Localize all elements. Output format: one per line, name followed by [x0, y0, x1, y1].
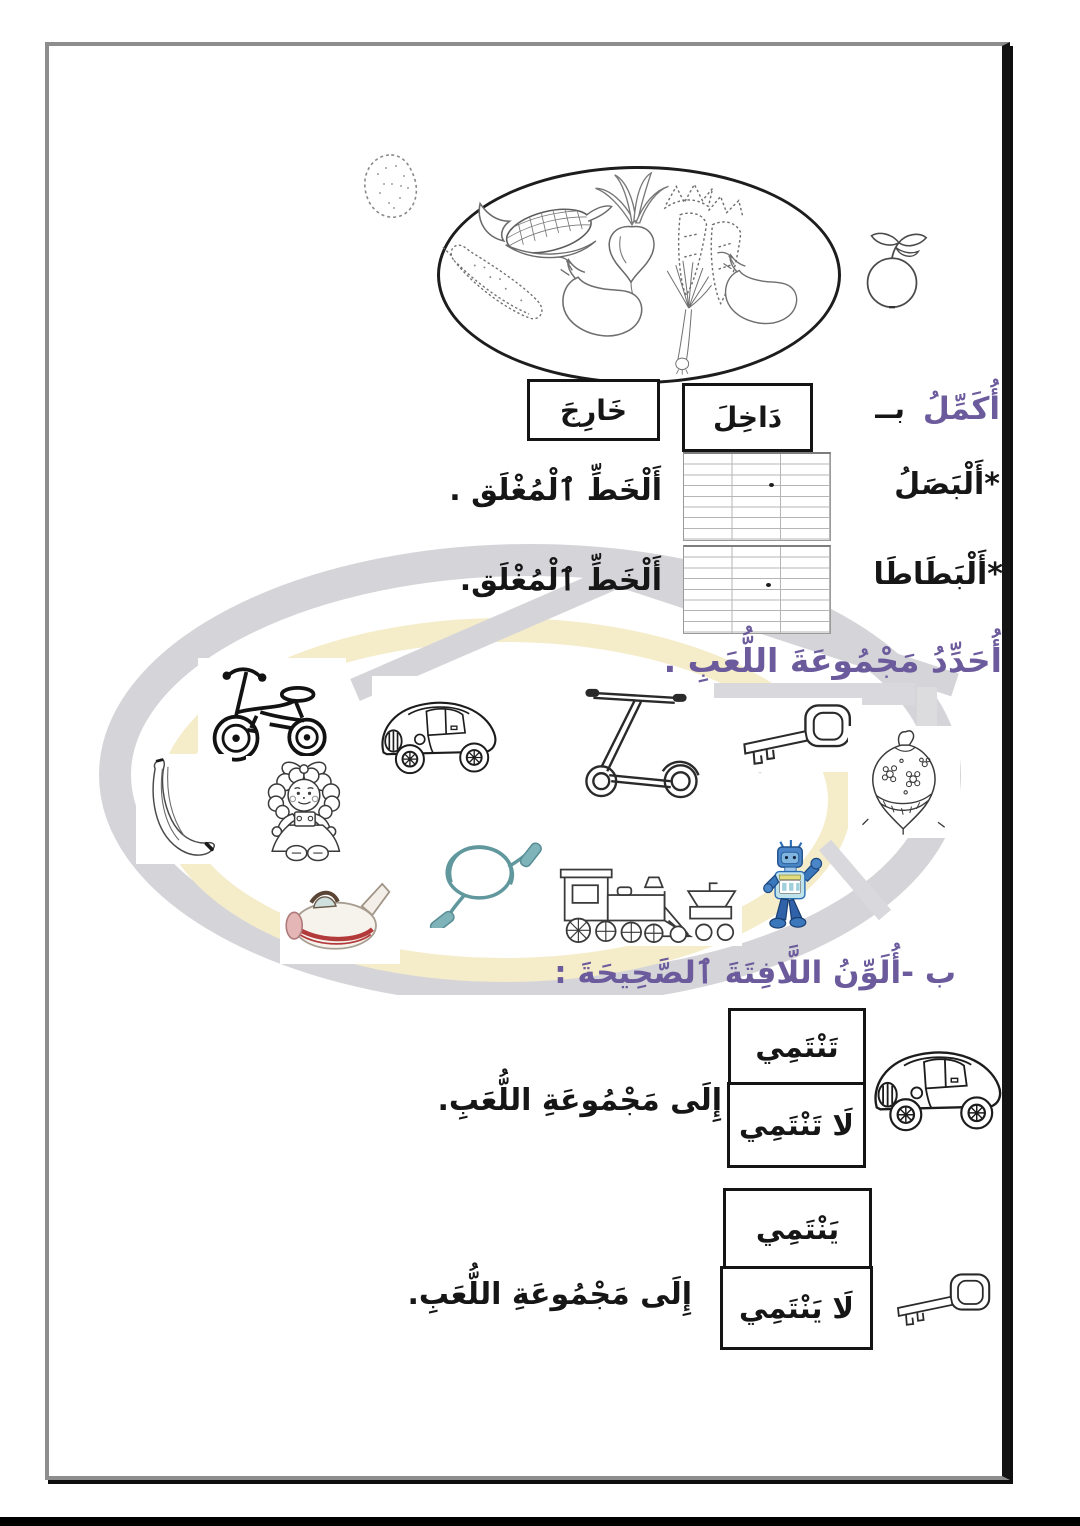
key-drawing[interactable] [710, 698, 862, 772]
option-box-inside[interactable]: دَاخِلَ [682, 383, 813, 452]
option-box-outside[interactable]: خَارِجَ [527, 379, 660, 441]
answer-grid-onion[interactable] [683, 452, 831, 541]
sign-box-not-belongs-key[interactable]: لَا يَنْتَمِي [720, 1266, 873, 1350]
doll-drawing[interactable] [246, 756, 374, 868]
prompt-word: أُكَمِّلُ [922, 391, 1000, 427]
robot-drawing[interactable] [746, 840, 834, 932]
prompt-preposition: بــ [875, 392, 905, 426]
sentence-key: إِلَى مَجْمُوعَةِ اللُّعَبِ. [407, 1277, 692, 1312]
key-drawing [874, 1262, 994, 1338]
complete-prompt [818, 386, 1000, 433]
scooter-drawing[interactable] [558, 680, 714, 804]
sign-box-belongs-key[interactable]: يَنْتَمِي [723, 1188, 872, 1270]
pen-dot [769, 483, 774, 487]
banana-drawing[interactable] [136, 754, 232, 864]
sign-box-belongs-car[interactable]: تَنْتَمِي [728, 1008, 866, 1086]
spinning-top-drawing[interactable] [848, 726, 960, 838]
answer-grid-potato[interactable] [683, 545, 831, 634]
pen-dot [766, 583, 771, 587]
row-predicate-onion: أَلْخَطِّ ٱلْمُغْلَق . [449, 473, 662, 508]
apple-drawing [848, 226, 938, 314]
eggplant-drawing [700, 246, 818, 338]
toy-car-drawing[interactable] [372, 676, 508, 792]
row-subject-potato: *أَلْبَطَاطَا [873, 557, 1003, 592]
sign-box-not-belongs-car[interactable]: لَا تَنْتَمِي [727, 1082, 866, 1168]
row-subject-onion: *أَلْبَصَلُ [894, 467, 1000, 502]
jump-rope-drawing[interactable] [424, 826, 552, 928]
sentence-car: إِلَى مَجْمُوعَةِ اللُّعَبِ. [437, 1083, 722, 1118]
bottom-black-bar [0, 1517, 1080, 1526]
toy-train-drawing[interactable] [550, 848, 742, 946]
color-sign-heading: ب -أُلَوِّنُ اللَّافِتَةَ ٱلصَّحِيحَةَ : [554, 955, 956, 991]
toy-car-drawing [864, 1032, 1014, 1142]
toy-airplane-drawing[interactable] [280, 866, 400, 964]
potato-drawing [356, 146, 426, 226]
identify-toys-heading: أُحَدِّدُ مَجْمُوعَةَ اللُّعَبِ . [663, 641, 1002, 680]
row-predicate-potato: أَلْخَطِّ ٱلْمُغْلَق. [459, 563, 662, 598]
